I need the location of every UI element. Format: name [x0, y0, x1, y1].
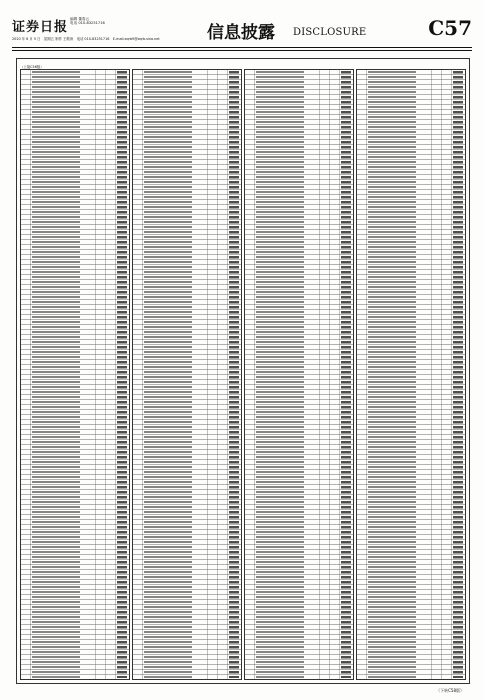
masthead-date	[12, 36, 160, 41]
editor-line: 编辑 董春云	[70, 17, 90, 21]
table-column-4	[356, 64, 464, 678]
table-rows	[20, 69, 130, 680]
masthead	[12, 14, 472, 48]
masthead-meta	[70, 17, 105, 25]
contact-line: 制作 王敬涛 电话 010-83251716 E-mail:zqrb9@zqrb.sina.net	[55, 37, 160, 41]
table-rows	[132, 69, 242, 680]
table-column-2	[132, 64, 240, 678]
page-number: C57	[428, 16, 472, 40]
date-line: 2020 年 6 月 5 日 星期五	[12, 37, 55, 41]
section-title: 信息披露	[207, 23, 275, 43]
phone-line: 电话 010-83251716	[70, 21, 105, 25]
section-title-en: DISCLOSURE	[293, 27, 367, 38]
table-rows	[244, 69, 354, 680]
header-rule	[12, 47, 472, 48]
newspaper-logo: 证券日报	[12, 20, 69, 35]
table-column-3	[244, 64, 352, 678]
table-rows	[356, 69, 466, 680]
header-rule-thin	[12, 50, 472, 51]
table-caption: （上接C56版）	[20, 65, 44, 69]
table-column-1	[20, 64, 128, 678]
continued-note: （下转C58版）	[436, 688, 464, 693]
